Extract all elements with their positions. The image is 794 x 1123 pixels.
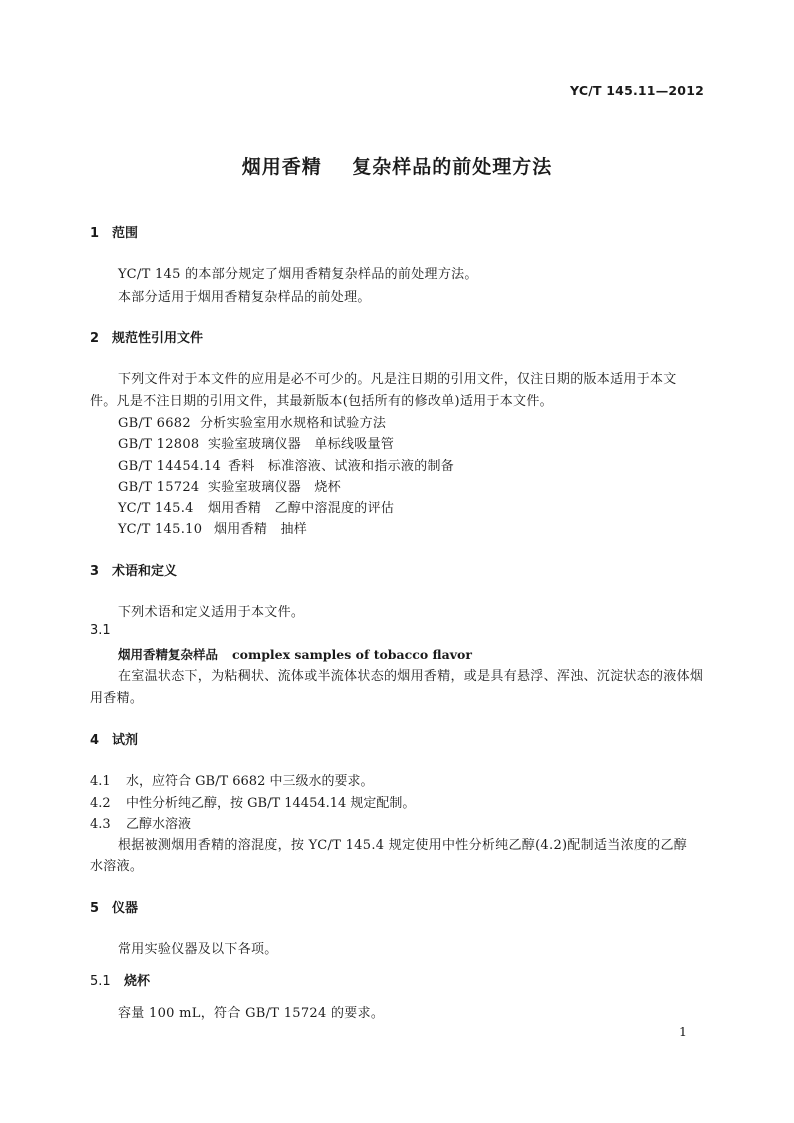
section-title: 仪器 xyxy=(112,901,139,916)
section-number: 5 xyxy=(90,901,100,916)
reference-code: YC/T 145.10 xyxy=(118,522,203,537)
section-2-paragraph-line-1: 下列文件对于本文件的应用是必不可少的。凡是注日期的引用文件，仅注日期的版本适用于本文 xyxy=(118,372,677,387)
reference-title: 香料 标准溶液、试液和指示液的制备 xyxy=(228,459,455,474)
reference-title: 实验室玻璃仪器 烧杯 xyxy=(208,480,342,495)
reference-item xyxy=(118,476,341,495)
section-5-heading xyxy=(90,897,138,916)
section-3-paragraph: 下列术语和定义适用于本文件。 xyxy=(118,605,305,620)
section-1-paragraph-1: YC/T 145 的本部分规定了烟用香精复杂样品的前处理方法。 xyxy=(118,267,478,282)
section-title: 术语和定义 xyxy=(112,564,178,579)
reference-code: GB/T 6682 xyxy=(118,416,191,431)
reference-code: GB/T 15724 xyxy=(118,480,200,495)
item-number: 4.1 xyxy=(90,774,111,789)
reference-item xyxy=(118,433,394,452)
reference-item xyxy=(118,455,454,474)
item-text: 中性分析纯乙醇，按 GB/T 14454.14 规定配制。 xyxy=(126,796,416,811)
subsection-title: 烧杯 xyxy=(124,974,151,989)
reagent-item xyxy=(90,813,191,832)
subsection-number: 5.1 xyxy=(90,974,111,989)
section-1-heading xyxy=(90,222,138,241)
reference-code: GB/T 12808 xyxy=(118,437,200,452)
item-text: 乙醇水溶液 xyxy=(126,817,192,832)
section-2-paragraph-line-2: 件。凡是不注日期的引用文件，其最新版本(包括所有的修改单)适用于本文件。 xyxy=(90,394,553,409)
section-1-paragraph-2: 本部分适用于烟用香精复杂样品的前处理。 xyxy=(118,290,371,305)
section-3-heading xyxy=(90,560,177,579)
section-title: 规范性引用文件 xyxy=(112,331,204,346)
section-title: 试剂 xyxy=(112,733,139,748)
term-chinese: 烟用香精复杂样品 xyxy=(118,647,219,662)
reference-title: 烟用香精 乙醇中溶混度的评估 xyxy=(208,501,395,516)
reference-item xyxy=(118,518,307,537)
section-title: 范围 xyxy=(112,226,139,241)
reference-item xyxy=(118,497,394,516)
section-2-heading xyxy=(90,327,203,346)
subsection-5-1-text: 容量 100 mL，符合 GB/T 15724 的要求。 xyxy=(118,1006,385,1021)
reference-title: 烟用香精 抽样 xyxy=(214,522,308,537)
reference-title: 分析实验室用水规格和试验方法 xyxy=(200,416,387,431)
section-4-heading xyxy=(90,729,138,748)
reference-code: YC/T 145.4 xyxy=(118,501,194,516)
term-definition-line-1: 在室温状态下，为粘稠状、流体或半流体状态的烟用香精，或是具有悬浮、浑浊、沉淀状态的液体烟 xyxy=(118,669,704,684)
term-english: complex samples of tobacco flavor xyxy=(232,647,472,662)
section-4-paragraph-line-2: 水溶液。 xyxy=(90,859,144,874)
section-number: 2 xyxy=(90,331,100,346)
reagent-item xyxy=(90,770,373,789)
section-4-paragraph-line-1: 根据被测烟用香精的溶混度，按 YC/T 145.4 规定使用中性分析纯乙醇(4.2)配制适当浓度的乙醇 xyxy=(118,838,688,853)
section-number: 4 xyxy=(90,733,100,748)
reference-item xyxy=(118,412,386,431)
section-number: 3 xyxy=(90,564,100,579)
term-definition-line-2: 用香精。 xyxy=(90,691,144,706)
standard-code: YC/T 145.11—2012 xyxy=(570,83,704,98)
reference-title: 实验室玻璃仪器 单标线吸量管 xyxy=(208,437,395,452)
item-number: 4.2 xyxy=(90,796,111,811)
page-number: 1 xyxy=(679,1024,687,1039)
item-text: 水，应符合 GB/T 6682 中三级水的要求。 xyxy=(126,774,374,789)
document-title: 烟用香精 复杂样品的前处理方法 xyxy=(241,156,553,178)
term-number: 3.1 xyxy=(90,623,111,638)
section-number: 1 xyxy=(90,226,100,241)
section-5-paragraph: 常用实验仪器及以下各项。 xyxy=(118,942,278,957)
term-entry xyxy=(118,645,472,663)
reference-code: GB/T 14454.14 xyxy=(118,459,222,474)
reagent-item xyxy=(90,792,415,811)
item-number: 4.3 xyxy=(90,817,111,832)
subsection-5-1-heading xyxy=(90,970,150,989)
